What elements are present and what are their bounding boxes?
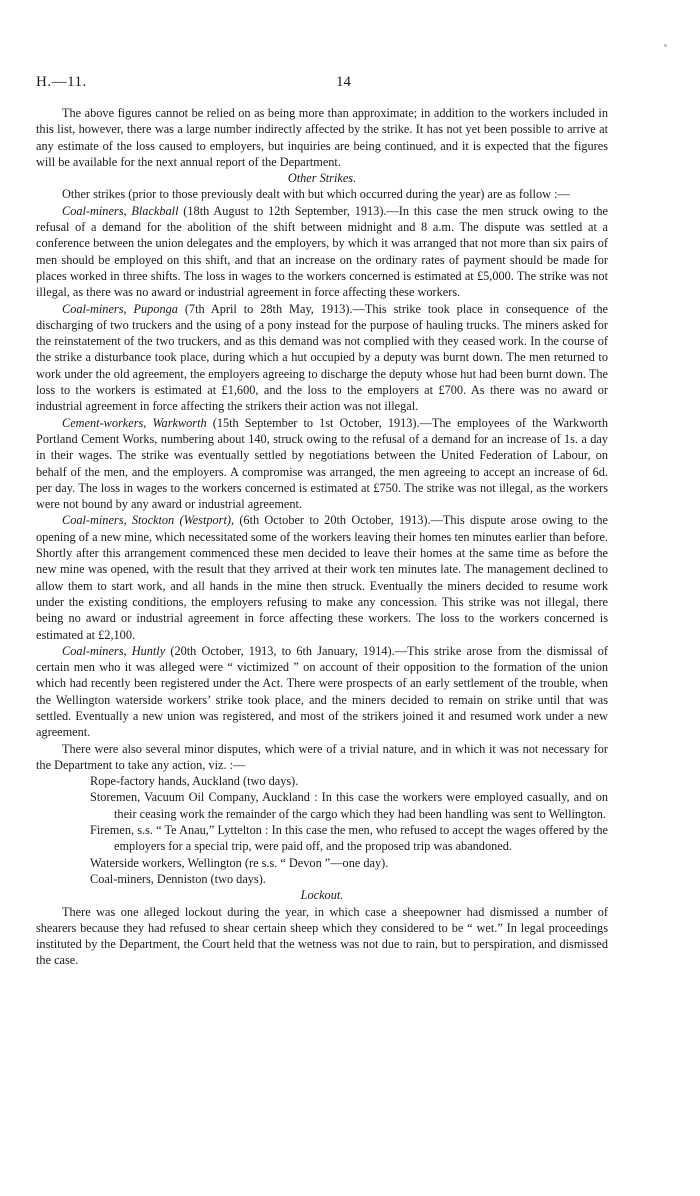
page-number: 14	[336, 74, 351, 90]
entry-text: (15th September to 1st October, 1913).—The employees of the Warkworth Portland Cement Works, numbering about 140, struck owing to the refusal of a demand for an increase of 1s. a day in their wages. The strike was eventually settled by negotiations between the United Federation of Labour, on behalf of the men, and the employers. A compromise was arranged, the men agreeing to accept an increase of 6d. per day. The loss in wages to the workers concerned is estimated at £750. The strike was not illegal, as the workers were not bound by any award or industrial agreement.	[36, 415, 608, 512]
lockout-heading: Lockout.	[300, 888, 344, 903]
strike-entry-puponga	[36, 301, 608, 415]
list-item: Storemen, Vacuum Oil Company, Auckland : In this case the workers were employed casually, and on their ceasing work the remainder of the cargo which they had been handling was sent to Wellington.	[90, 790, 608, 821]
entry-text: (18th August to 12th September, 1913).—In this case the men struck owing to the refusal of a demand for the abolition of the shift between midnight and 8 a.m. The dispute was settled at a conference between the union delegates and the employers, by which it was arranged that not more than six pairs of men should be employed on this shift, and that an increase on the ordinary rates of payment should be made for places worked in three shifts. The loss in wages to the workers concerned is estimated at £5,000. The strike was not illegal, as there was no award or industrial agreement in force affecting these workers.	[36, 203, 608, 300]
entry-title: Cement-workers, Warkworth	[62, 415, 207, 430]
list-item: Coal-miners, Denniston (two days).	[90, 871, 266, 886]
entry-title: Coal-miners, Stockton (Westport),	[62, 513, 235, 528]
entry-title: Coal-miners, Huntly	[62, 643, 166, 658]
list-item: Waterside workers, Wellington (re s.s. “ Devon ”—one day).	[90, 855, 389, 870]
other-strikes-intro: Other strikes (prior to those previously dealt with but which occurred during the year) are as follow :—	[62, 187, 570, 202]
strike-entry-huntly	[36, 643, 608, 741]
entry-title: Coal-miners, Puponga	[62, 301, 178, 316]
scan-speck	[664, 44, 667, 47]
entry-text: (7th April to 28th May, 1913).—This strike took place in consequence of the discharging of two truckers and the using of a pony instead for the purpose of hauling trucks. The miners asked for the reinstatement of the two truckers, and as this demand was not complied with they ceased work. In the course of the strike a disturbance took place, during which a hut occupied by a deputy was burnt down. The men returned to work under the old agreement, the employers agreeing to discharge the deputy whose hut had been burnt down. The loss to the workers is estimated at £1,600, and the loss to the employers at £700. As there was no award or industrial agreement in force affecting the strikers their action was not illegal.	[36, 301, 608, 414]
minor-disputes-list	[36, 773, 608, 887]
other-strikes-heading: Other Strikes.	[287, 171, 357, 186]
entry-text: (20th October, 1913, to 6th January, 1914).—This strike arose from the dismissal of certain men who it was alleged were “ victimized ” on account of their opposition to the formation of the union which had recently been registered under the Act. There were prospects of an early settlement of the trouble, when the Wellington waterside workers’ strike took place, and the miners decided to remain on strike until that was settled. Eventually a new union was registered, and most of the strikers joined it and resumed work under a new agreement.	[36, 643, 608, 740]
document-body	[36, 105, 608, 969]
list-item: Rope-factory hands, Auckland (two days).	[90, 774, 299, 789]
series-reference: H.—11.	[36, 74, 87, 90]
entry-text: (6th October to 20th October, 1913).—This dispute arose owing to the opening of a new mine, which necessitated some of the workers leaving their homes ten minutes earlier than before. Shortly after this arrangement commenced these men decided to leave their homes at the same time as before the new mine was opened, with the result that they arrived at their work ten minutes late. The management declined to allow them to start work, and all hands in the mine then struck. Eventually the miners decided to resume work under the existing conditions, the employers refusing to make any concession. This strike was not illegal, there being no award or industrial agreement in force affecting these workers. The loss to the workers concerned is estimated at £2,100.	[36, 513, 608, 642]
strike-entry-stockton	[36, 512, 608, 642]
minor-disputes-intro: There were also several minor disputes, which were of a trivial nature, and in which it was not necessary for the Department to take any action, viz. :—	[36, 741, 608, 772]
lockout-paragraph: There was one alleged lockout during the year, in which case a sheepowner had dismissed a number of shearers because they had refused to shear certain sheep which they considered to be “ wet.” In legal proceedings instituted by the Department, the Court held that the wetness was not due to rain, but to perspiration, and dismissed the case.	[36, 904, 608, 968]
strike-entry-blackball	[36, 203, 608, 301]
strike-entry-warkworth	[36, 415, 608, 513]
list-item: Firemen, s.s. “ Te Anau,” Lyttelton : In this case the men, who refused to accept the wages offered by the employers for a special trip, were paid off, and the proposed trip was abandoned.	[90, 823, 608, 854]
entry-title: Coal-miners, Blackball	[62, 203, 179, 218]
intro-paragraph: The above figures cannot be relied on as being more than approximate; in addition to the workers included in this list, however, there was a large number indirectly affected by the strike. It has not yet been possible to arrive at any estimate of the loss caused to employers, but inquiries are being continued, and it is expected that the figures will be available for the next annual report of the Department.	[36, 106, 608, 169]
